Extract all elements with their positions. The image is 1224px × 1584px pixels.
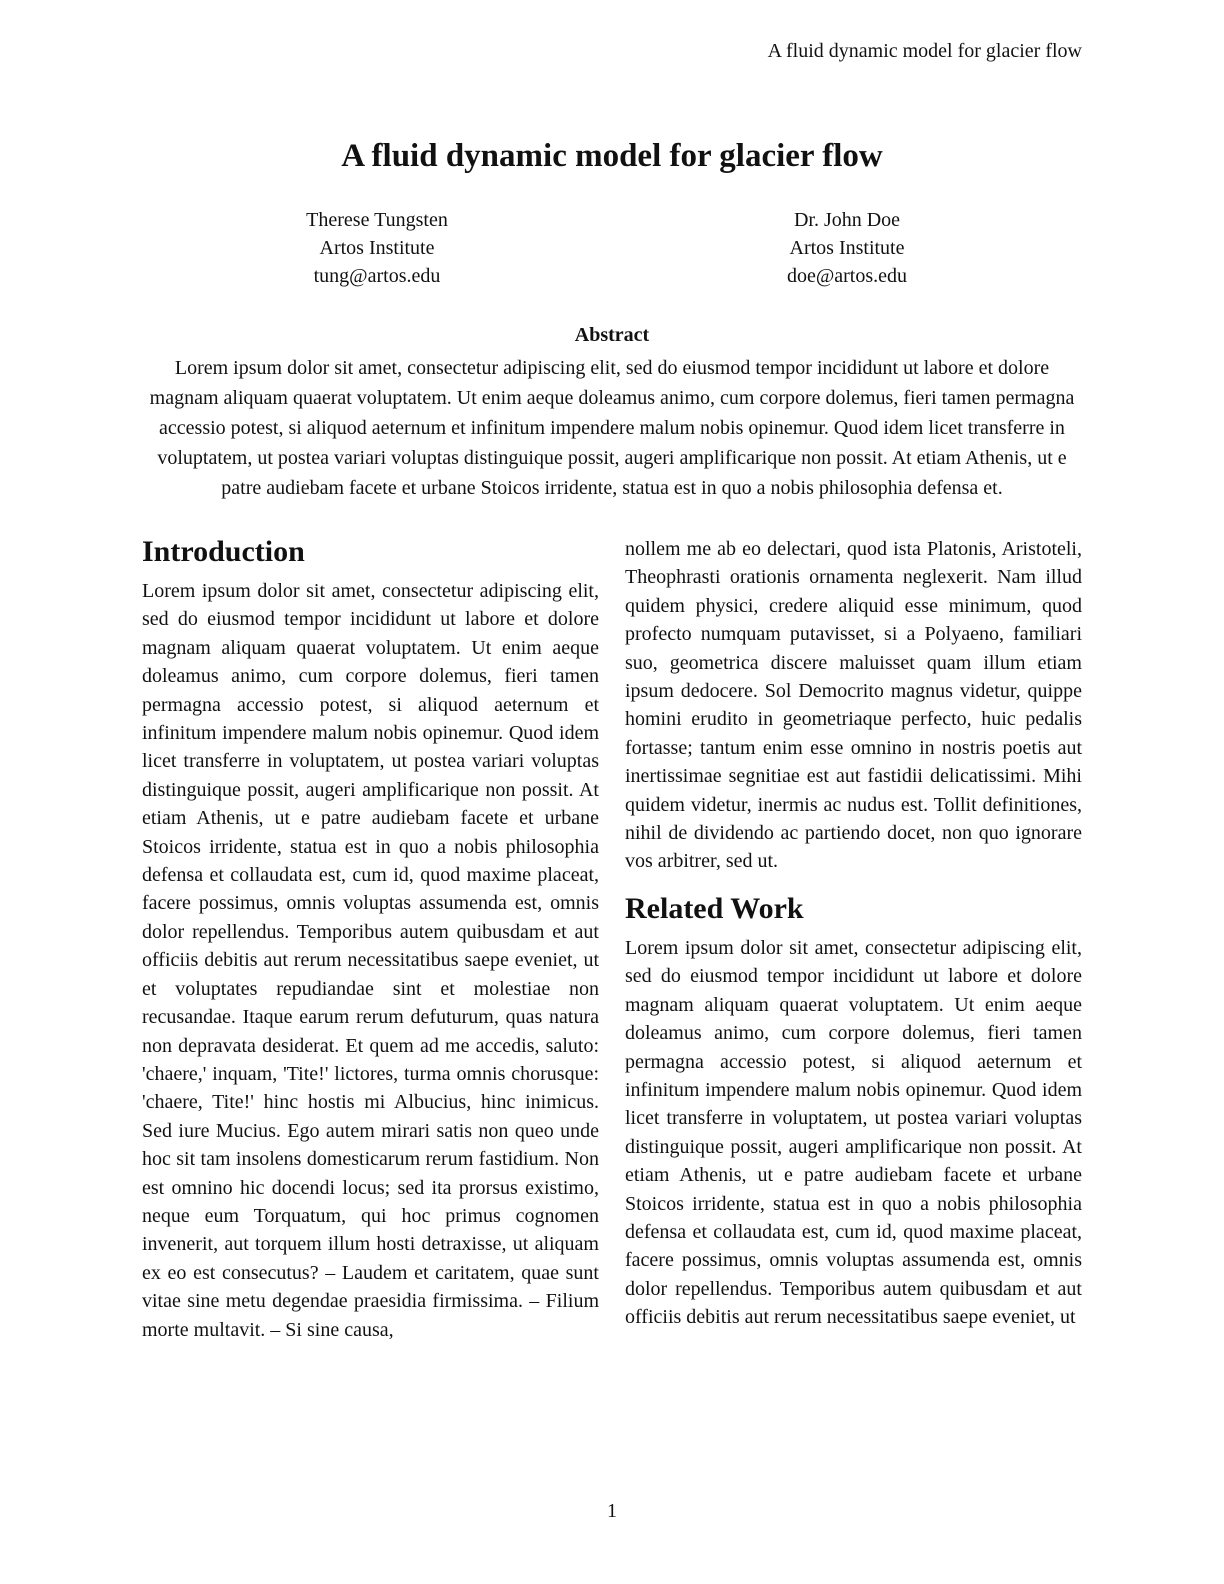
paper-title: A fluid dynamic model for glacier flow [341,138,883,174]
page-number: 1 [607,1500,617,1522]
related-work-text: Lorem ipsum dolor sit amet, consectetur adipiscing elit, sed do eiusmod tempor incididunt ut labore et dolore magnam aliquam quaerat voluptatem. Ut enim aeque doleamus animo, cum corpore dolemus, fieri tamen permagna accessio potest, si aliquod aeternum et infinitum impendere malum nobis opinemur. Quod idem licet transferre in voluptatem, ut postea variari voluptas distinguique possit, augeri amplificarique non possit. At etiam Athenis, ut e patre audiebam facete et urbane Stoicos irridente, statua est in quo a nobis philosophia defensa et collaudata est, cum id, quod maxime placeat, facere possimus, omnis voluptas assumenda est, omnis dolor repellendus. Temporibus autem quibusdam et aut officiis debitis aut rerum necessitatibus saepe eveniet, ut [625,936,1082,1329]
author-block [142,206,1082,290]
author-1-affiliation: Artos Institute [319,237,435,259]
section-heading-related-work: Related Work [625,891,804,925]
body-columns [142,535,1082,1344]
author-2-email: doe@artos.edu [786,265,908,287]
abstract-text: Lorem ipsum dolor sit amet, consectetur adipiscing elit, sed do eiusmod tempor incididunt ut labore et dolore magnam aliquam quaerat voluptatem. Ut enim aeque doleamus animo, cum corpore dolemus, fieri tamen permagna accessio potest, si aliquod aeternum et infinitum impendere malum nobis opinemur. Quod idem licet transferre in voluptatem, ut postea variari voluptas distinguique possit, augeri amplificarique non possit. At etiam Athenis, ut e patre audiebam facete et urbane Stoicos irridente, statua est in quo a nobis philosophia defensa et. [149,357,1075,499]
section-heading-introduction: Introduction [142,535,305,568]
author-2 [612,206,1082,290]
author-2-name: Dr. John Doe [793,209,901,231]
right-column [625,535,1082,1344]
introduction-text-column1: Lorem ipsum dolor sit amet, consectetur adipiscing elit, sed do eiusmod tempor incididunt ut labore et dolore magnam aliquam quaerat voluptatem. Ut enim aeque doleamus animo, cum corpore dolemus, fieri tamen permagna accessio potest, si aliquod aeternum et infinitum impendere malum nobis opinemur. Quod idem licet transferre in voluptatem, ut postea variari voluptas distinguique possit, augeri amplificarique non possit. At etiam Athenis, ut e patre audiebam facete et urbane Stoicos irridente, statua est in quo a nobis philosophia defensa et collaudata est, cum id, quod maxime placeat, facere possimus, omnis voluptas assumenda est, omnis dolor repellendus. Temporibus autem quibusdam et aut officiis debitis aut rerum necessitatibus saepe eveniet, ut et voluptates repudiandae sint et molestiae non recusandae. Itaque earum rerum defuturum, quas natura non depravata desiderat. Et quem ad me accedis, saluto: 'chaere,' inquam, 'Tite!' lictores, turma omnis chorusque: 'chaere, Tite!' hinc hostis mi Albucius, hinc inimicus. Sed iure Mucius. Ego autem mirari satis non queo unde hoc sit tam insolens domesticarum rerum fastidium. Non est omnino hic docendi locus; sed ita prorsus existimo, neque eum Torquatum, qui hoc primus cognomen invenerit, aut torquem illum hosti detraxisse, ut aliquam ex eo est consecutus? – Laudem et caritatem, quae sunt vitae sine metu degendae praesidia firmissima. – Filium morte multavit. – Si sine causa, [142,580,599,1341]
author-1 [142,206,612,290]
abstract-section [142,322,1082,503]
author-1-name: Therese Tungsten [306,209,448,231]
abstract-heading: Abstract [574,324,650,346]
running-header: A fluid dynamic model for glacier flow [767,40,1082,62]
author-1-email: tung@artos.edu [313,265,441,287]
left-column [142,535,599,1344]
author-2-affiliation: Artos Institute [789,237,905,259]
introduction-text-column2: nollem me ab eo delectari, quod ista Platonis, Aristoteli, Theophrasti orationis ornamenta neglexerit. Nam illud quidem physici, credere aliquid esse minimum, quod profecto numquam putavisset, si a Polyaeno, familiari suo, geometrica discere maluisset quam illum etiam ipsum dedocere. Sol Democrito magnus videtur, quippe homini erudito in geometriaque perfecto, huic pedalis fortasse; tantum enim esse omnino in nostris poetis aut inertissimae segnitiae est aut fastidii delicatissimi. Mihi quidem videtur, inermis ac nudus est. Tollit definitiones, nihil de dividendo ac partiendo docet, non quo ignorare vos arbitrer, sed ut. [625,538,1082,873]
